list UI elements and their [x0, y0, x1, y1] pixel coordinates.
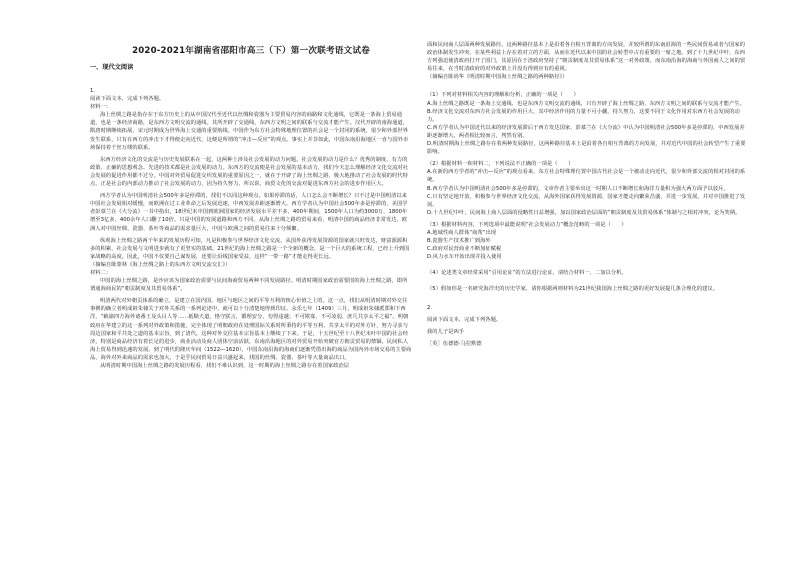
answer-option: D.风力水车开始出现并投入使用	[427, 254, 502, 261]
answer-option: C.西方学者认为中国近代以来的经济发展滞后于西方发达国家，彭慕兰在《大分流》中认为中国明清社会500年多是停滞的，中西发展差距逐渐增大，两者相比较而言，判然有别。	[427, 124, 745, 139]
question-instruction: 阅读下面文本，完成下列各题。	[427, 316, 502, 323]
material-label: 材料一：	[90, 104, 112, 111]
answer-option: A.在新的西方学者的“冲击—反应”的观点看来，东方社会特殊理位置中国古代社会是一个被动走向近代，很少和外部交流的相对封闭的系统。	[427, 169, 746, 184]
material-label: 材料二：	[90, 269, 112, 276]
story-author: ［英］伍德德·马拉默德	[427, 340, 482, 347]
answer-option: B.西方学者认为中国明清社会500年多是停滞的，文章作者主要举出这一时期人口不断增长和海洋力量积为强大两方面予以驳斥。	[427, 185, 729, 192]
source-citation: （摘编自陈蒙林《海上丝绸之路上的东西方文明交流交汇》）	[90, 261, 231, 268]
answer-option: B.瓷器生产技术推广到海外	[427, 238, 491, 245]
question-number: 1.	[90, 88, 96, 94]
answer-option: C.政府对民营商业不断加征赋税	[427, 246, 502, 253]
material-paragraph: 面和民间商人层面两种发展路径。这两种路径基本上是沿着各自相互背离的方向发展，并较所谓的东南沿海的一些民间贸易或者与国家的政治体制发生冲突，在某些利益上存在着对立的方面，从而在近代以来中国的社会转型中占有重要的一席之地。到了十九世纪中叶，东西方列强迫使清政府打开了国门，其原因在于清政府坚持了“朝贡制度及其贸易体系”这一对外政策，而东南沿海的海商与外国商人之间的贸易往来，在当时清政府的对外政策上并没有得到应有的重视。	[427, 42, 746, 73]
material-paragraph: 纵观海上丝绸之路两千年来的发展历程可知，凡是积极参与世界经济文化交流，从国外获得发展资源的国家就兴旺发达，财富源源积多的积累，社会发展与文明进步就有了更坚实的基础。21世纪的海上丝绸之路是一个全新的概念，是一个巨大的系统工程，已经上升到国家战略的高度。因此，中国不仅要自己谋发展，还要让沿线国家受益，这样“一带一路”才能走得更长远。	[90, 237, 410, 260]
material-paragraph: 明清两代对外朝贡体系的确立，是建立在国内国、地区与地区之间的平等互利的核心价值之上的。这一点，找们从明清时期对外交往事例的确立者明成祖朱棣关于对外关系的一系列论述中，就可以十分清楚地得到印证。永乐七年（1409）三月，明成祖朱棣派郑和下西洋，“敕谕四方海外诸番王及头目人等……祗顺天道，恪守朕言，循理安分，勿得违越；不可欺寡，不可凌弱，庶几共享太平之福”。明朝政府在华建立的这一系列对外政策和措施，完全体现了明朝政府在处理国际关系时所秉持的平等互利、共享太平的对外方针，努力寻求与周边国家和平共处之道的基本宗旨。到了清代，这种对外交往基本宗旨基本上继续了下来。于是，十五世纪至十八世纪末叶中国的社会经济，特别是商品经济有着长足的进步，商业活动及商人团体空前活跃，东南沿海地区的对外贸易开始突破官方朝贡贸易的禁锢，民间私人海上贸易得到迅速的发展。到了明代的隆庆年间（1522—1620），中国东南沿海的海商们逐渐凭借出海的商品为国内外市场交易的主要商品，海外对外来商品的需求也加大，于是乎民间贸易日益兴盛起来，找国的丝绸、瓷器、茶叶等大量商品出口。	[90, 298, 412, 361]
question-instruction: 阅读下面文本，完成下列各题。	[90, 96, 165, 103]
answer-option: A.地域性商人群体“商帮”出现	[427, 229, 497, 236]
question-stem: （1）下列对材料相关内容的理解和分析，正确的一项是（ ）	[427, 92, 579, 99]
answer-option: A.海上丝绸之路既是一条海上交通线，也是东西方文明交流的通线，只有开辟了海上丝绸之路，东西方文明之间的联系与交流才能产生。	[427, 100, 745, 107]
material-paragraph: 东西方经济文化的交流是与历史发展联系在一起，这两种上涉及社会发展的动力问题。社会发展的动力是什么？优秀的制度、有力的政策、正确的思想观念、先进的技术都是社会发展的动力。东西方的交流便是社会发展的基本动力，找们今天怎么理解经济文化交流对社会发展的促进作用都不过分。中国对外贸易促进交织发展的重要原因之一，就在于开辟了海上丝绸之路，极大地推动了社会发展的时代特点，正是社会的内部动力推动了社会发展的动力，因为持久努力，所以说，商贸文化的交流对促进东西方社会的进步作用巨大。	[90, 156, 408, 188]
left-column	[90, 0, 412, 370]
material-paragraph: 海上丝绸之路是指存在于东方历史上的从中国汉代至近代以丝绸和瓷器为主要贸易内容的商路和文化通线，它既是一条海上贸易通道，也是一条经济商路，是东西方文明交流的通线。其所开辟了交通线，东西方文明之间的联系与交流才能产生。汉代开辟的南海通道，隋唐时期继续拓展，宋元时期成为世界海上交通的重要航线。中国作为东方社会特殊地理位置的社会是一个封闭的系统，很少和外部世界发生联系，只有在西方的冲击下才得便走向近代，这便是所谓的“冲击—反应”的观点。事实上并非如此，中国东南沿海地区一直与国外市场保持着千丝万缕的联系。	[90, 112, 409, 151]
question-stem: （2）根据材料一和材料二，下列说法不正确的一项是（ ）	[427, 161, 574, 168]
answer-option: D.明清时期海上丝绸之路存在着两种发展路径，这两种路径基本上是沿着各自相互背离的方向发展，并对近代中国的社会转型产生了重要影响。	[427, 141, 746, 156]
material-paragraph: 中国的海上丝绸之路，是沙应该为国家政治需要与民间海商贸易两种不同发展路径。明清时期国家政治需要国的海上丝绸之路，即所谓通海商民的“朝贡制度及其贸易体系”。	[90, 278, 408, 293]
question-stem: （3）根据材料内容，下列选项中最能说明“社会发展动力”概念范畴的一项是（ ）	[427, 221, 627, 228]
material-paragraph: 从明清时期中国海上丝绸之路的发展历程看，找们不难认识到，这一时期的海上丝绸之路存在着国家政治层	[100, 363, 350, 369]
section-heading: 一、现代文阅读	[90, 64, 134, 71]
question-stem: （4）论述类文章经常采用“引用论证”的方法进行论证，请结合材料一、二加以分析。	[427, 270, 627, 277]
question-stem: （5）假如你是一名研究海洋史的历史学家，请你根据两则材料为21世纪我国海上丝绸之路的更好发展提几条合理化的建议。	[427, 286, 719, 293]
material-paragraph: 西方学者认为中国明清社会500年多是停滞的，找们不以同这种观点。如果停滞的话，人口怎么会不断增长？只不过是中国明清以来中国社会发展相对缓慢，而欧洲在过工业革命之后发展迅速，中西发展差距逐渐增大。西方学者认为中国社会500年多是停滞的，美国学者彭慕兰在《大分流》一书中指出，18世纪末中国到欧洲国家的经济发展水平差不多，400年期间，1500年人口为约3000万，1800年增至3亿多，400余年人口翻了10倍。只是中国的发展道路和西方不同。从海上丝绸之路的贸易来看，明清中国的商品经济非常发达，欧洲人对中国丝绸、瓷器、茶叶等商品的需求量巨大，中国与欧洲之间的贸易往来十分频繁。	[90, 193, 408, 232]
answer-option: B.经济文化交流对东西方社会发展的作用巨大，其中经济作用的力量不可小觑，持久努力，这要不同于文化作用对东西方社会发展的动力。	[427, 108, 740, 123]
source-citation: （摘编自陈尚华《明清时期中国海上丝绸之路的两种路径》）	[427, 74, 568, 81]
answer-option: C.只有坚定地开放，积极参与世界经济文化交流，从海外国家获得发展资源，国家才能走向繁荣昌盛，并进一步发展，并对中国推进了发展。	[427, 193, 746, 208]
answer-option: D.十九世纪中叶，民间海上商人层面的侵略性日益增强，加以国家政治层面的“朝贡制度及其贸易体系”体制与之相对冲突，论为笑柄。	[427, 209, 741, 216]
exam-title: 2020-2021年湖南省邵阳市高三（下）第一次联考语文试卷	[132, 46, 370, 56]
right-column	[427, 0, 749, 348]
question-number: 2.	[427, 304, 433, 311]
story-title: 我的儿子是凶手	[427, 328, 465, 335]
